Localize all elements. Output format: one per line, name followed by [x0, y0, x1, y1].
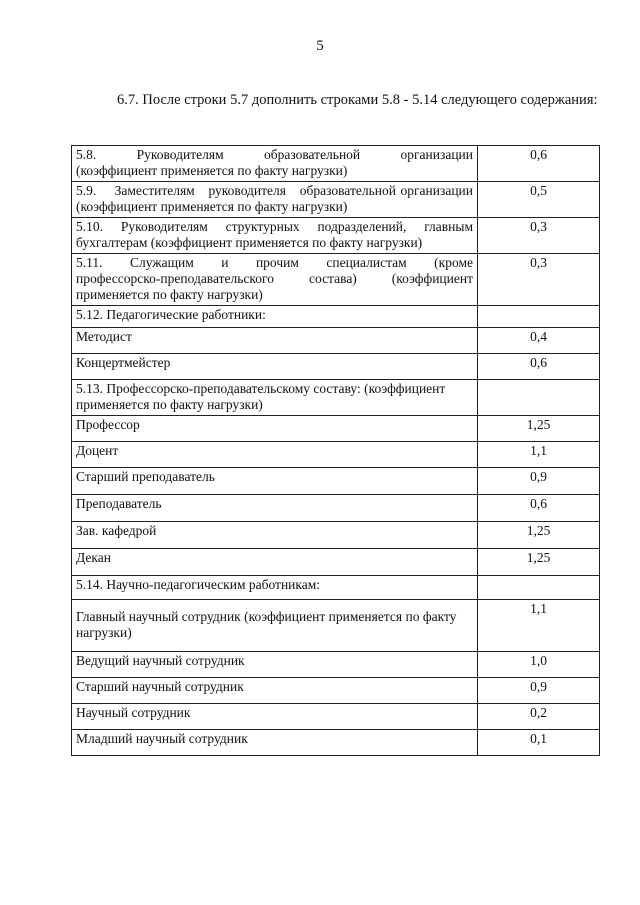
- row-value: 1,0: [478, 652, 600, 678]
- table-row: [72, 328, 600, 354]
- row-label: 5.8. Руководителям образовательной организации (коэффициент применяется по факту нагрузки): [72, 146, 478, 182]
- row-value: 0,6: [478, 495, 600, 522]
- row-label: Декан: [72, 549, 478, 576]
- table-row: [72, 218, 600, 254]
- intro-paragraph: 6.7. После строки 5.7 дополнить строками 5.8 - 5.14 следующего содержания:: [117, 92, 598, 108]
- table-row: [72, 522, 600, 549]
- table-row: [72, 380, 600, 416]
- row-label: Младший научный сотрудник: [72, 730, 478, 756]
- row-value: 0,6: [478, 354, 600, 380]
- row-label: Доцент: [72, 442, 478, 468]
- row-value: 1,25: [478, 549, 600, 576]
- table-row: [72, 730, 600, 756]
- row-label: 5.10. Руководителям структурных подразделений, главным бухгалтерам (коэффициент применяется по факту нагрузки): [72, 218, 478, 254]
- row-label: 5.9. Заместителям руководителя образовательной организации (коэффициент применяется по факту нагрузки): [72, 182, 478, 218]
- row-value: 1,25: [478, 416, 600, 442]
- row-value: 1,1: [478, 600, 600, 652]
- row-value: 0,9: [478, 468, 600, 495]
- row-label: Старший научный сотрудник: [72, 678, 478, 704]
- table-row: [72, 182, 600, 218]
- row-label: Концертмейстер: [72, 354, 478, 380]
- row-label: Старший преподаватель: [72, 468, 478, 495]
- row-value: [478, 306, 600, 328]
- row-label: 5.11. Служащим и прочим специалистам (кроме профессорско-преподавательского состава) (коэффициент применяется по факту нагрузки): [72, 254, 478, 306]
- row-value: 0,3: [478, 218, 600, 254]
- table-row: [72, 576, 600, 600]
- row-value: 0,3: [478, 254, 600, 306]
- coefficient-table: [71, 145, 600, 756]
- row-label: Главный научный сотрудник (коэффициент применяется по факту нагрузки): [72, 600, 478, 652]
- row-value: 0,1: [478, 730, 600, 756]
- table-row: [72, 306, 600, 328]
- row-label: 5.12. Педагогические работники:: [72, 306, 478, 328]
- row-value: [478, 380, 600, 416]
- table-row: [72, 354, 600, 380]
- table-row: [72, 652, 600, 678]
- table-row: [72, 549, 600, 576]
- table-row: [72, 678, 600, 704]
- row-label: Научный сотрудник: [72, 704, 478, 730]
- row-label: Преподаватель: [72, 495, 478, 522]
- table-row: [72, 416, 600, 442]
- row-label: 5.13. Профессорско-преподавательскому составу: (коэффициент применяется по факту нагрузки): [72, 380, 478, 416]
- table-row: [72, 468, 600, 495]
- row-value: 1,1: [478, 442, 600, 468]
- row-value: 0,9: [478, 678, 600, 704]
- row-value: 0,6: [478, 146, 600, 182]
- table-row: [72, 146, 600, 182]
- row-value: 1,25: [478, 522, 600, 549]
- table-row: [72, 254, 600, 306]
- row-label: Зав. кафедрой: [72, 522, 478, 549]
- row-label: Методист: [72, 328, 478, 354]
- row-value: 0,5: [478, 182, 600, 218]
- row-value: 0,4: [478, 328, 600, 354]
- table-row: [72, 704, 600, 730]
- row-label: 5.14. Научно-педагогическим работникам:: [72, 576, 478, 600]
- row-value: [478, 576, 600, 600]
- table-row: [72, 442, 600, 468]
- row-label: Ведущий научный сотрудник: [72, 652, 478, 678]
- page-number: 5: [316, 38, 324, 54]
- row-label: Профессор: [72, 416, 478, 442]
- table-row: [72, 495, 600, 522]
- row-value: 0,2: [478, 704, 600, 730]
- table-row: [72, 600, 600, 652]
